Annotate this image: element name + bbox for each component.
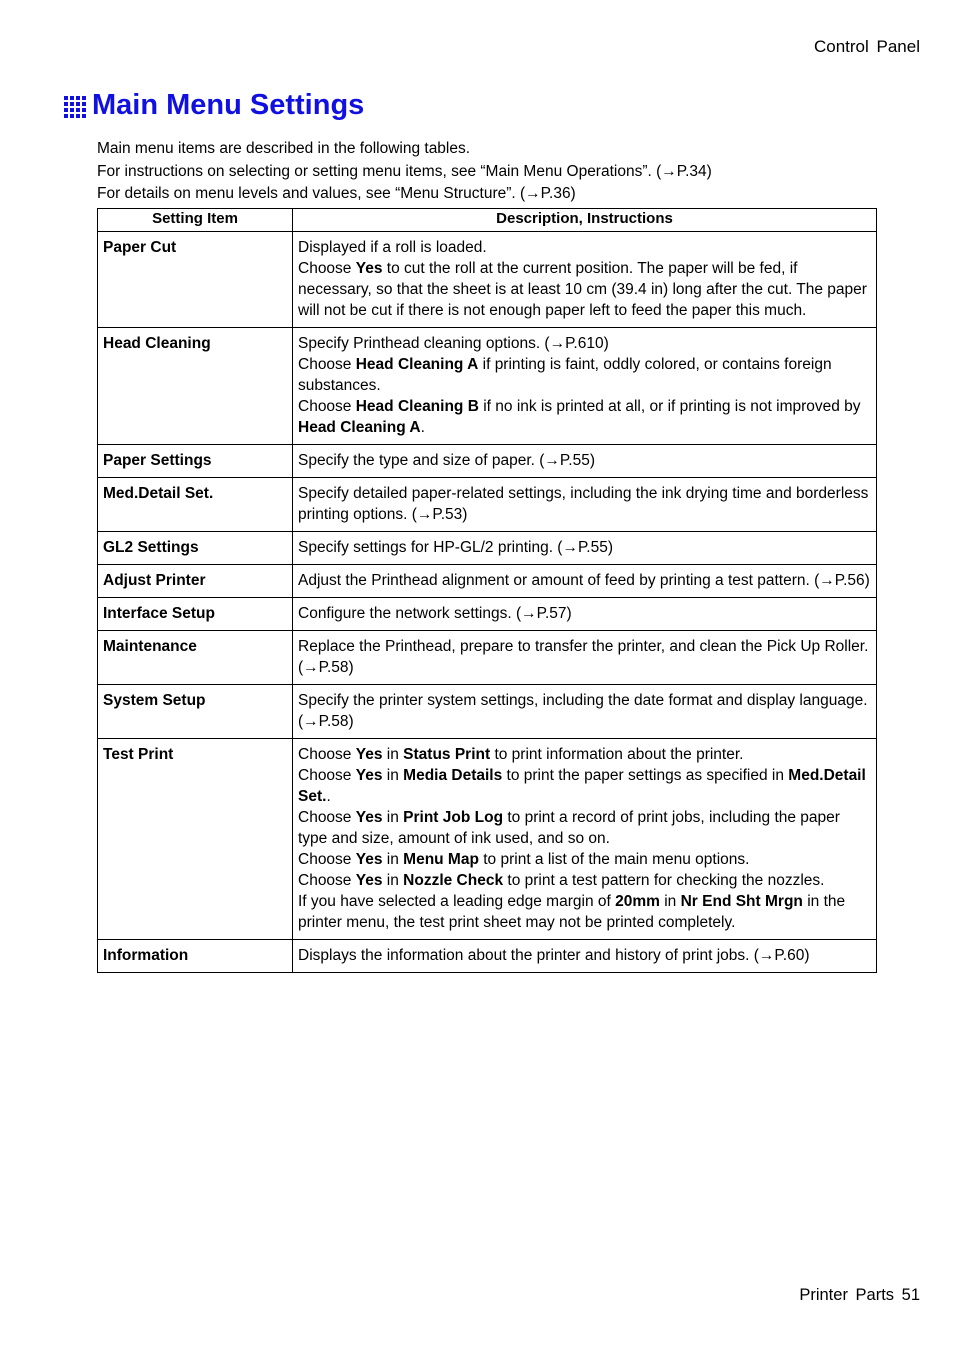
description-cell <box>293 478 877 532</box>
description-text: in the printer menu, the test print sheet may not be printed completely. <box>298 893 846 931</box>
emphasis-text: 20mm <box>615 893 660 910</box>
setting-item-cell: Interface Setup <box>98 598 293 631</box>
description-line <box>298 744 871 765</box>
setting-item-cell: Paper Settings <box>98 445 293 478</box>
emphasis-text: Yes <box>355 872 383 889</box>
page-number: 51 <box>901 1286 920 1304</box>
intro-line: Main menu items are described in the following tables. <box>97 140 471 157</box>
title-block <box>64 89 364 122</box>
description-text: . <box>326 788 331 805</box>
footer-section: Printer Parts <box>799 1286 895 1304</box>
description-line <box>298 483 871 525</box>
description-cell <box>293 565 877 598</box>
description-line <box>298 570 871 591</box>
description-text: Choose <box>298 767 356 784</box>
emphasis-text: Yes <box>355 260 383 277</box>
description-text: in <box>382 851 404 868</box>
setting-item-cell: Paper Cut <box>98 232 293 328</box>
emphasis-text: Print Job Log <box>403 809 504 826</box>
description-text: Specify settings for HP-GL/2 printing. (→P.55) <box>298 539 614 556</box>
description-text: Displays the information about the printer and history of print jobs. (→P.60) <box>298 947 810 964</box>
description-cell <box>293 445 877 478</box>
description-text: to print a test pattern for checking the nozzles. <box>503 872 825 889</box>
emphasis-text: Head Cleaning B <box>355 398 479 415</box>
description-text: to print a list of the main menu options. <box>478 851 750 868</box>
setting-item-cell: Test Print <box>98 739 293 940</box>
description-text: Choose <box>298 851 356 868</box>
setting-item-cell: Med.Detail Set. <box>98 478 293 532</box>
description-line <box>298 537 871 558</box>
description-cell <box>293 532 877 565</box>
table-row <box>98 598 877 631</box>
description-cell <box>293 328 877 445</box>
emphasis-text: Yes <box>355 746 383 763</box>
description-text: . <box>420 419 425 436</box>
table-body <box>98 232 877 973</box>
description-text: Choose <box>298 260 356 277</box>
description-text: to print a record of print jobs, including the paper type and size, amount of ink used, and so on. <box>298 809 840 847</box>
description-text: in <box>382 809 404 826</box>
table-row <box>98 685 877 739</box>
description-text: to cut the roll at the current position. The paper will be fed, if necessary, so that the sheet is at least 10 cm (39.4 in) long after the cut. The paper will not be cut if there is not enough paper left to feed the paper this much. <box>298 260 867 319</box>
description-text: Replace the Printhead, prepare to transfer the printer, and clean the Pick Up Roller. (→P.58) <box>298 638 869 676</box>
setting-item-cell: Adjust Printer <box>98 565 293 598</box>
emphasis-text: Yes <box>355 809 383 826</box>
description-text: Choose <box>298 872 356 889</box>
table-row <box>98 631 877 685</box>
emphasis-text: Media Details <box>403 767 503 784</box>
description-text: Choose <box>298 809 356 826</box>
description-line <box>298 258 871 321</box>
description-line <box>298 891 871 933</box>
description-text: Configure the network settings. (→P.57) <box>298 605 572 622</box>
description-line <box>298 450 871 471</box>
description-text: in <box>382 872 404 889</box>
intro-text <box>97 138 712 206</box>
description-cell <box>293 232 877 328</box>
table-row <box>98 739 877 940</box>
description-line <box>298 690 871 732</box>
description-line <box>298 765 871 807</box>
description-text: to print information about the printer. <box>490 746 744 763</box>
description-cell <box>293 631 877 685</box>
intro-line: For details on menu levels and values, see “Menu Structure”. (→P.36) <box>97 185 576 202</box>
description-line <box>298 636 871 678</box>
setting-item-cell: Maintenance <box>98 631 293 685</box>
description-line <box>298 396 871 438</box>
setting-item-cell: GL2 Settings <box>98 532 293 565</box>
setting-item-cell: Head Cleaning <box>98 328 293 445</box>
description-text: in <box>382 767 404 784</box>
emphasis-text: Nozzle Check <box>403 872 504 889</box>
description-line <box>298 807 871 849</box>
emphasis-text: Nr End Sht Mrgn <box>680 893 803 910</box>
description-text: to print the paper settings as specified in <box>502 767 789 784</box>
table-row <box>98 445 877 478</box>
table-row <box>98 232 877 328</box>
description-line <box>298 333 871 354</box>
emphasis-text: Menu Map <box>403 851 479 868</box>
table-row <box>98 940 877 973</box>
description-text: If you have selected a leading edge margin of <box>298 893 616 910</box>
page-footer <box>799 1286 920 1305</box>
table-header-row <box>98 209 877 232</box>
page-title: Main Menu Settings <box>92 89 365 121</box>
column-header-description: Description, Instructions <box>293 209 877 232</box>
main-menu-table <box>97 208 877 973</box>
description-text: Specify the type and size of paper. (→P.55) <box>298 452 595 469</box>
running-header: Control Panel <box>813 37 920 56</box>
description-text: if printing is faint, oddly colored, or contains foreign substances. <box>298 356 832 394</box>
emphasis-text: Yes <box>355 851 383 868</box>
description-text: Choose <box>298 356 356 373</box>
emphasis-text: Status Print <box>403 746 491 763</box>
description-cell <box>293 685 877 739</box>
description-text: Choose <box>298 398 356 415</box>
description-text: if no ink is printed at all, or if printing is not improved by <box>478 398 861 415</box>
description-line <box>298 870 871 891</box>
table-row <box>98 565 877 598</box>
description-text: Specify Printhead cleaning options. (→P.610) <box>298 335 609 352</box>
table-row <box>98 478 877 532</box>
description-text: Specify detailed paper-related settings, including the ink drying time and borderless printing options. (→P.53) <box>298 485 869 523</box>
intro-line: For instructions on selecting or setting menu items, see “Main Menu Operations”. (→P.34) <box>97 162 712 180</box>
description-line <box>298 849 871 870</box>
description-text: Adjust the Printhead alignment or amount of feed by printing a test pattern. (→P.56) <box>298 572 870 589</box>
table-row <box>98 532 877 565</box>
emphasis-text: Head Cleaning A <box>298 419 421 436</box>
emphasis-text: Yes <box>355 767 383 784</box>
description-cell <box>293 940 877 973</box>
description-cell <box>293 739 877 940</box>
column-header-setting-item: Setting Item <box>98 209 293 232</box>
description-text: in <box>659 893 681 910</box>
setting-item-cell: System Setup <box>98 685 293 739</box>
description-line <box>298 603 871 624</box>
description-text: Choose <box>298 746 356 763</box>
description-text: in <box>382 746 404 763</box>
description-cell <box>293 598 877 631</box>
grid-icon <box>64 96 86 118</box>
setting-item-cell: Information <box>98 940 293 973</box>
table-row <box>98 328 877 445</box>
description-text: Displayed if a roll is loaded. <box>298 239 487 256</box>
description-text: Specify the printer system settings, including the date format and display language. (→P.58) <box>298 692 868 730</box>
description-line <box>298 354 871 396</box>
description-line <box>298 945 871 966</box>
emphasis-text: Head Cleaning A <box>355 356 479 373</box>
emphasis-text: Med.Detail Set. <box>298 767 866 805</box>
description-line <box>298 237 871 258</box>
